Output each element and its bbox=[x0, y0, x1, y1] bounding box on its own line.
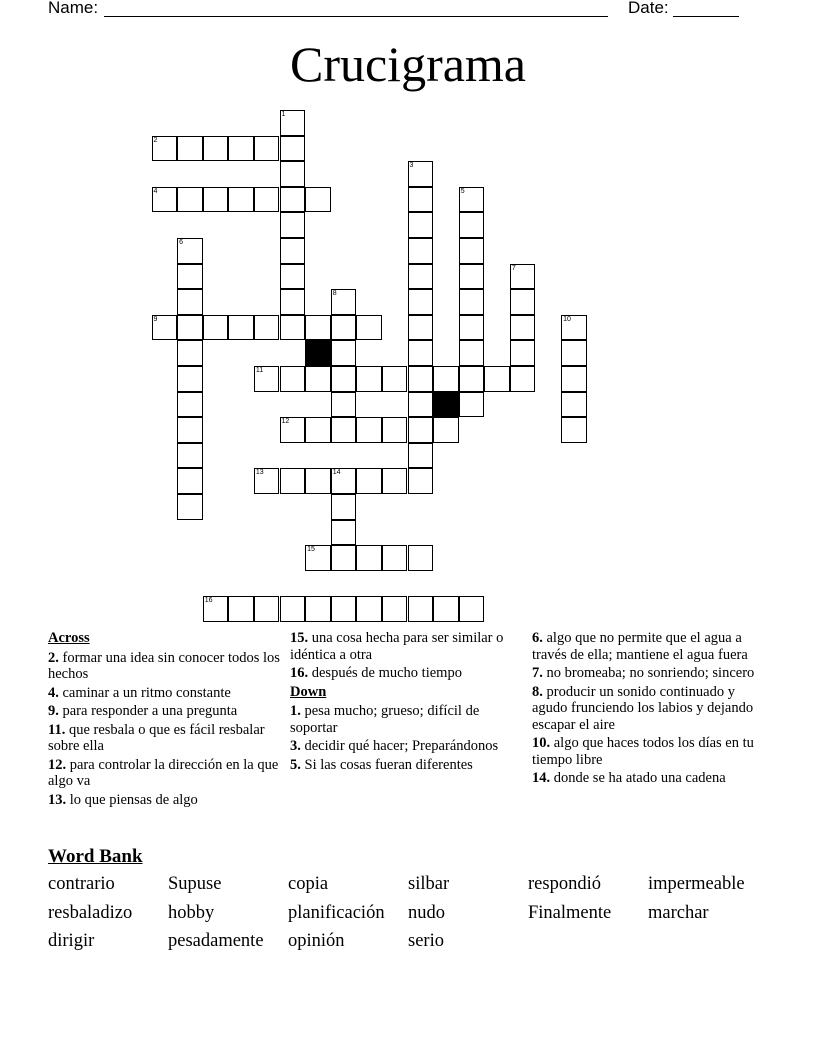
grid-cell[interactable] bbox=[177, 417, 203, 443]
grid-cell[interactable] bbox=[305, 596, 331, 622]
clue-item-text: producir un sonido continuado y agudo frunciendo los labios y dejando escapar el aire bbox=[532, 683, 754, 733]
grid-cell[interactable] bbox=[459, 187, 485, 213]
grid-cell[interactable] bbox=[280, 366, 306, 392]
grid-cell[interactable] bbox=[177, 340, 203, 366]
clue-item-text: Si las cosas fueran diferentes bbox=[304, 756, 473, 773]
grid-cell[interactable] bbox=[408, 315, 434, 341]
clue-item bbox=[532, 684, 772, 734]
clue-number: 6 bbox=[179, 239, 183, 246]
clue-item bbox=[290, 630, 515, 663]
grid-cell[interactable] bbox=[433, 596, 459, 622]
clue-item bbox=[290, 757, 515, 774]
grid-cell[interactable] bbox=[305, 545, 331, 571]
grid-cell[interactable] bbox=[331, 596, 357, 622]
grid-cell[interactable] bbox=[484, 366, 510, 392]
grid-cell[interactable] bbox=[510, 340, 536, 366]
clue-number: 7 bbox=[511, 264, 516, 272]
clue-number: 2 bbox=[153, 136, 158, 144]
clue-number: 5 bbox=[460, 187, 465, 195]
grid-cell[interactable] bbox=[331, 340, 357, 366]
clue-item-text: lo que piensas de algo bbox=[69, 791, 198, 808]
grid-cell[interactable] bbox=[408, 264, 434, 290]
grid-cell[interactable] bbox=[408, 238, 434, 264]
word-bank-item: marchar bbox=[648, 902, 709, 923]
clue-item-number: 9. bbox=[48, 703, 59, 719]
clue-item-number: 12. bbox=[48, 756, 67, 773]
word-bank-item: planificación bbox=[288, 902, 385, 923]
grid-cell[interactable] bbox=[331, 468, 357, 494]
grid-cell[interactable] bbox=[459, 238, 485, 264]
clue-item-number: 16. bbox=[290, 665, 309, 681]
grid-cell[interactable] bbox=[305, 315, 331, 341]
grid-cell[interactable] bbox=[152, 187, 178, 213]
grid-cell[interactable] bbox=[177, 443, 203, 469]
grid-cell[interactable] bbox=[254, 136, 280, 162]
clue-item-number: 11. bbox=[48, 721, 66, 738]
grid-cell[interactable] bbox=[305, 468, 331, 494]
grid-cell[interactable] bbox=[408, 212, 434, 238]
word-bank bbox=[48, 874, 788, 964]
grid-cell[interactable] bbox=[228, 315, 254, 341]
grid-cell[interactable] bbox=[254, 468, 280, 494]
grid-cell[interactable] bbox=[305, 366, 331, 392]
grid-cell[interactable] bbox=[280, 264, 306, 290]
grid-cell[interactable] bbox=[177, 187, 203, 213]
grid-cell[interactable] bbox=[561, 366, 587, 392]
grid-cell[interactable] bbox=[203, 136, 229, 162]
grid-cell[interactable] bbox=[331, 494, 357, 520]
grid-cell[interactable] bbox=[305, 417, 331, 443]
clue-item bbox=[532, 770, 772, 787]
grid-cell[interactable] bbox=[356, 468, 382, 494]
word-bank-item: dirigir bbox=[48, 931, 95, 951]
clue-item-number: 8. bbox=[532, 683, 543, 700]
grid-cell[interactable] bbox=[177, 494, 203, 520]
grid-cell[interactable] bbox=[254, 596, 280, 622]
clues-column-3 bbox=[532, 630, 772, 789]
word-bank-item: copia bbox=[288, 874, 329, 894]
grid-cell[interactable] bbox=[356, 545, 382, 571]
grid-cell[interactable] bbox=[177, 366, 203, 392]
grid-cell[interactable] bbox=[408, 366, 434, 392]
clue-item-number: 7. bbox=[532, 665, 543, 681]
grid-cell[interactable] bbox=[561, 417, 587, 443]
clue-item-number: 10. bbox=[532, 735, 551, 751]
grid-cell[interactable] bbox=[408, 187, 434, 213]
grid-cell[interactable] bbox=[382, 468, 408, 494]
grid-cell[interactable] bbox=[280, 596, 306, 622]
grid-cell[interactable] bbox=[561, 315, 587, 341]
grid-cell[interactable] bbox=[510, 366, 536, 392]
grid-cell[interactable] bbox=[177, 392, 203, 418]
clue-item-text: que resbala o que es fácil resbalar sobre ella bbox=[48, 721, 265, 754]
grid-cell[interactable] bbox=[177, 136, 203, 162]
grid-cell[interactable] bbox=[433, 417, 459, 443]
grid-cell[interactable] bbox=[331, 545, 357, 571]
grid-block bbox=[305, 340, 331, 366]
grid-cell[interactable] bbox=[382, 366, 408, 392]
clues-column-2 bbox=[290, 630, 515, 775]
across-heading: Across bbox=[48, 630, 90, 646]
clue-item bbox=[48, 792, 280, 809]
grid-cell[interactable] bbox=[510, 289, 536, 315]
clue-number: 12 bbox=[281, 418, 290, 426]
clue-item-text: una cosa hecha para ser similar o idéntica a otra bbox=[290, 630, 504, 663]
grid-cell[interactable] bbox=[203, 187, 229, 213]
clue-item-text: caminar a un ritmo constante bbox=[62, 684, 231, 701]
word-bank-item: pesadamente bbox=[168, 931, 264, 951]
clue-number: 1 bbox=[281, 111, 286, 118]
clue-item-number: 2. bbox=[48, 649, 59, 666]
clue-item bbox=[532, 665, 772, 682]
clue-item-number: 15. bbox=[290, 630, 309, 646]
clue-item-text: para controlar la dirección en la que algo va bbox=[48, 756, 279, 789]
grid-cell[interactable] bbox=[203, 315, 229, 341]
clue-item bbox=[48, 722, 280, 755]
grid-cell[interactable] bbox=[280, 136, 306, 162]
word-bank-title: Word Bank bbox=[48, 846, 143, 867]
clue-item-text: pesa mucho; grueso; difícil de soportar bbox=[290, 703, 480, 736]
grid-cell[interactable] bbox=[433, 366, 459, 392]
clue-item bbox=[532, 630, 772, 663]
clues-column-1 bbox=[48, 630, 280, 810]
clue-item-text: algo que no permite que el agua a través de ella; mantiene el agua fuera bbox=[532, 630, 748, 663]
clue-number: 9 bbox=[153, 315, 158, 323]
word-bank-item: Supuse bbox=[168, 874, 222, 894]
clue-item-number: 6. bbox=[532, 630, 543, 646]
grid-cell[interactable] bbox=[459, 392, 485, 418]
grid-cell[interactable] bbox=[382, 596, 408, 622]
grid-cell[interactable] bbox=[561, 392, 587, 418]
clue-item bbox=[290, 665, 515, 682]
clue-item bbox=[48, 703, 280, 720]
grid-cell[interactable] bbox=[280, 161, 306, 187]
clue-item-text: algo que haces todos los días en tu tiempo libre bbox=[532, 735, 754, 768]
grid-cell[interactable] bbox=[408, 417, 434, 443]
grid-cell[interactable] bbox=[254, 315, 280, 341]
grid-cell[interactable] bbox=[228, 136, 254, 162]
grid-cell[interactable] bbox=[331, 289, 357, 315]
word-bank-item: Finalmente bbox=[528, 902, 612, 923]
date-label: Date: bbox=[628, 0, 669, 17]
clue-item-text: donde se ha atado una cadena bbox=[553, 770, 726, 786]
grid-cell[interactable] bbox=[152, 315, 178, 341]
grid-cell[interactable] bbox=[459, 212, 485, 238]
grid-cell[interactable] bbox=[459, 315, 485, 341]
grid-cell[interactable] bbox=[510, 315, 536, 341]
grid-cell[interactable] bbox=[152, 136, 178, 162]
grid-cell[interactable] bbox=[356, 417, 382, 443]
clue-number: 15 bbox=[307, 546, 315, 554]
grid-cell[interactable] bbox=[280, 238, 306, 264]
grid-cell[interactable] bbox=[254, 187, 280, 213]
grid-cell[interactable] bbox=[331, 417, 357, 443]
clue-item-number: 5. bbox=[290, 756, 301, 773]
clue-item-number: 4. bbox=[48, 684, 59, 701]
grid-cell[interactable] bbox=[408, 443, 434, 469]
grid-cell[interactable] bbox=[459, 264, 485, 290]
page-title: Crucigrama bbox=[289, 36, 526, 92]
grid-cell[interactable] bbox=[459, 596, 485, 622]
clue-item-text: no bromeaba; no sonriendo; sincero bbox=[546, 665, 755, 681]
word-bank-item: hobby bbox=[168, 902, 215, 923]
clue-number: 13 bbox=[255, 469, 264, 477]
clue-item-text: decidir qué hacer; Preparándonos bbox=[304, 738, 499, 754]
clue-item bbox=[290, 738, 515, 755]
word-bank-item: impermeable bbox=[648, 874, 745, 894]
word-bank-item: resbaladizo bbox=[48, 902, 133, 923]
grid-cell[interactable] bbox=[177, 264, 203, 290]
word-bank-item: respondió bbox=[528, 874, 601, 894]
grid-cell[interactable] bbox=[382, 417, 408, 443]
clue-number: 10 bbox=[563, 315, 571, 323]
grid-cell[interactable] bbox=[408, 545, 434, 571]
grid-cell[interactable] bbox=[177, 468, 203, 494]
name-label: Name: bbox=[48, 0, 99, 17]
grid-cell[interactable] bbox=[459, 289, 485, 315]
grid-cell[interactable] bbox=[408, 161, 434, 187]
word-bank-item: opinión bbox=[288, 931, 345, 951]
grid-cell[interactable] bbox=[408, 468, 434, 494]
clue-number: 16 bbox=[204, 597, 213, 605]
clue-item-text: formar una idea sin conocer todos los hechos bbox=[48, 649, 280, 682]
grid-cell[interactable] bbox=[408, 596, 434, 622]
grid-cell[interactable] bbox=[510, 264, 536, 290]
grid-cell[interactable] bbox=[331, 520, 357, 546]
grid-cell[interactable] bbox=[408, 340, 434, 366]
grid-cell[interactable] bbox=[561, 340, 587, 366]
grid-cell[interactable] bbox=[177, 289, 203, 315]
grid-cell[interactable] bbox=[280, 187, 306, 213]
clue-item-text: para responder a una pregunta bbox=[62, 703, 238, 719]
grid-cell[interactable] bbox=[280, 212, 306, 238]
word-bank-item: serio bbox=[408, 931, 444, 951]
grid-cell[interactable] bbox=[280, 289, 306, 315]
grid-cell[interactable] bbox=[305, 187, 331, 213]
clue-item-text: después de mucho tiempo bbox=[311, 665, 462, 681]
clue-number: 3 bbox=[409, 162, 414, 170]
clue-item bbox=[290, 703, 515, 736]
clue-number: 14 bbox=[332, 469, 341, 477]
grid-cell[interactable] bbox=[203, 596, 229, 622]
clue-item-number: 13. bbox=[48, 791, 67, 808]
clue-item bbox=[48, 757, 280, 790]
grid-cell[interactable] bbox=[228, 187, 254, 213]
grid-cell[interactable] bbox=[280, 468, 306, 494]
grid-cell[interactable] bbox=[408, 392, 434, 418]
clue-item-number: 1. bbox=[290, 703, 301, 719]
grid-cell[interactable] bbox=[280, 315, 306, 341]
word-bank-item: contrario bbox=[48, 874, 115, 894]
grid-cell[interactable] bbox=[356, 596, 382, 622]
clue-item bbox=[532, 735, 772, 768]
clue-item-number: 3. bbox=[290, 738, 301, 754]
grid-block bbox=[433, 392, 459, 418]
grid-cell[interactable] bbox=[459, 340, 485, 366]
clue-number: 4 bbox=[153, 187, 158, 195]
clue-item bbox=[48, 685, 280, 702]
grid-cell[interactable] bbox=[382, 545, 408, 571]
grid-cell[interactable] bbox=[280, 417, 306, 443]
grid-cell[interactable] bbox=[408, 289, 434, 315]
grid-cell[interactable] bbox=[177, 315, 203, 341]
grid-cell[interactable] bbox=[331, 315, 357, 341]
clue-number: 8 bbox=[332, 290, 337, 298]
clue-item bbox=[48, 650, 280, 683]
grid-cell[interactable] bbox=[177, 238, 203, 264]
word-bank-item: silbar bbox=[408, 874, 450, 894]
grid-cell[interactable] bbox=[331, 366, 357, 392]
word-bank-item: nudo bbox=[408, 902, 445, 923]
grid-cell[interactable] bbox=[331, 392, 357, 418]
grid-cell[interactable] bbox=[459, 366, 485, 392]
clue-number: 11 bbox=[255, 367, 264, 374]
grid-cell[interactable] bbox=[356, 315, 382, 341]
grid-cell[interactable] bbox=[254, 366, 280, 392]
grid-cell[interactable] bbox=[356, 366, 382, 392]
grid-cell[interactable] bbox=[280, 110, 306, 136]
clue-item-number: 14. bbox=[532, 770, 551, 786]
down-heading: Down bbox=[290, 683, 327, 700]
grid-cell[interactable] bbox=[228, 596, 254, 622]
